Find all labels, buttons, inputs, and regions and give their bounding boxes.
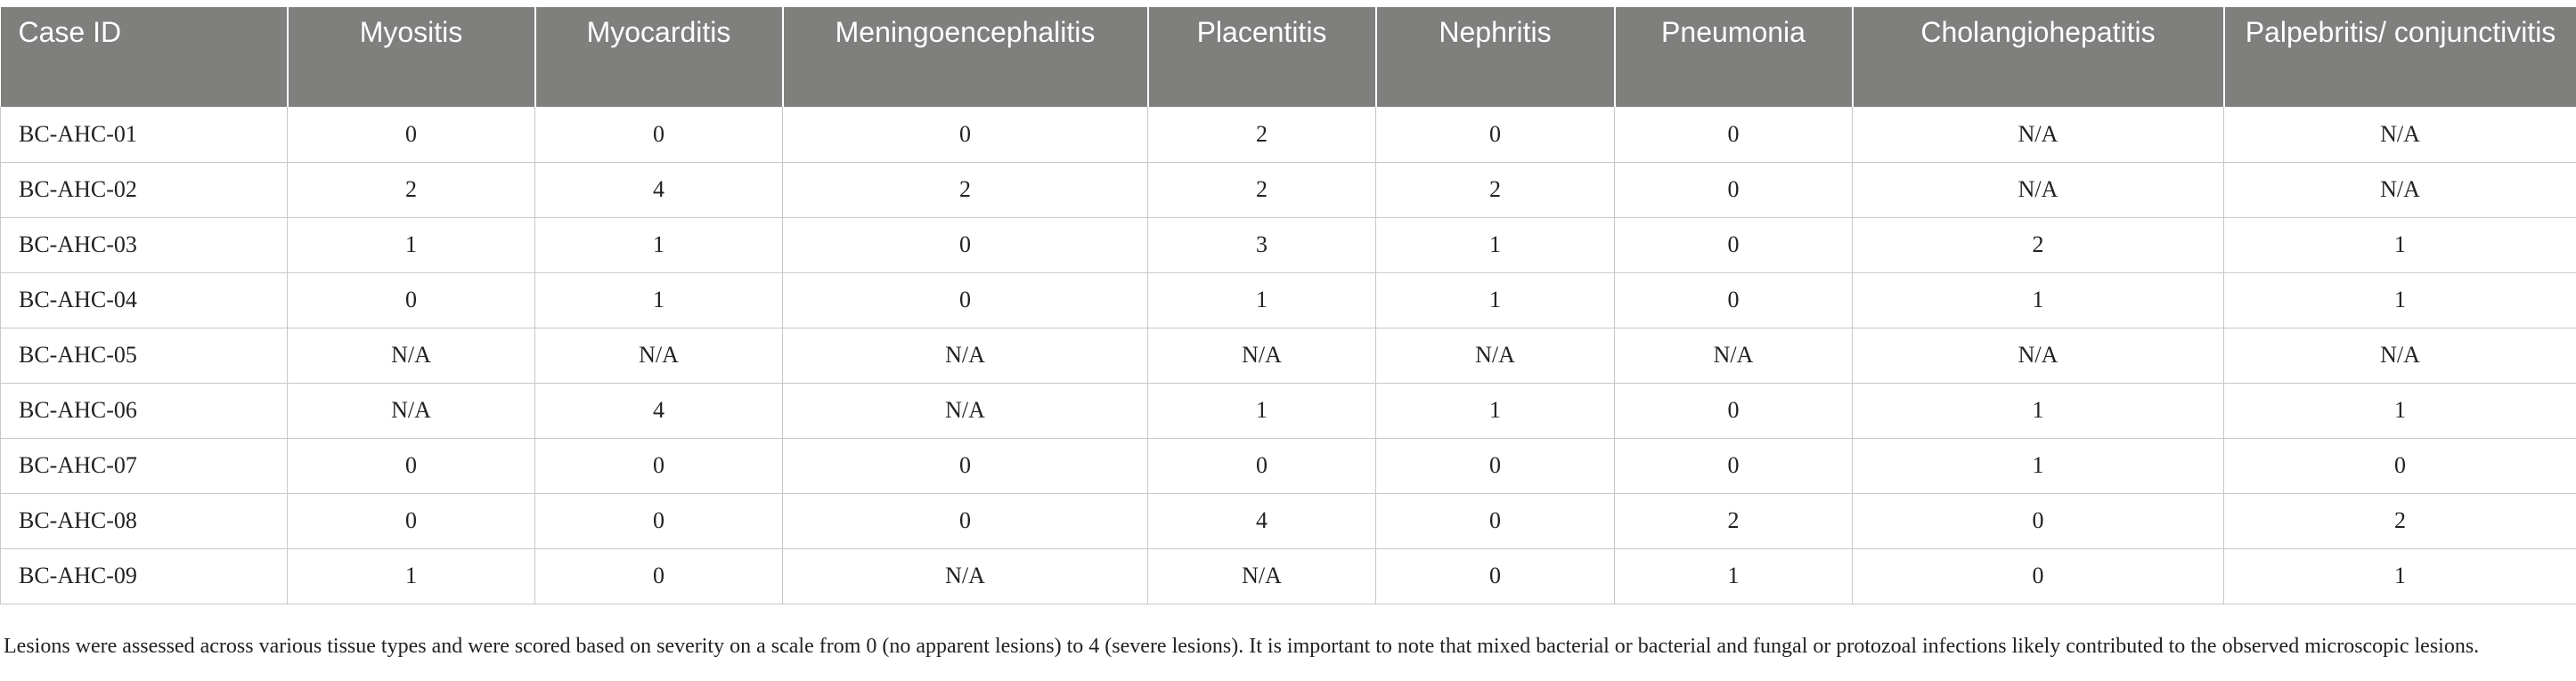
table-body bbox=[1, 107, 2576, 604]
score-cell: 0 bbox=[1376, 493, 1615, 548]
column-header-placentitis: Placentitis bbox=[1148, 7, 1376, 107]
score-cell: 2 bbox=[1615, 493, 1853, 548]
score-cell: 0 bbox=[288, 107, 535, 162]
case-id-cell: BC-AHC-07 bbox=[1, 438, 288, 493]
table-row bbox=[1, 493, 2576, 548]
case-id-cell: BC-AHC-08 bbox=[1, 493, 288, 548]
score-cell: 1 bbox=[1376, 383, 1615, 438]
score-cell: 2 bbox=[1853, 217, 2224, 272]
score-cell: 0 bbox=[783, 438, 1148, 493]
score-cell: 1 bbox=[2224, 272, 2576, 328]
case-id-cell: BC-AHC-02 bbox=[1, 162, 288, 217]
score-cell: 0 bbox=[535, 493, 783, 548]
table-row bbox=[1, 548, 2576, 604]
table-row bbox=[1, 272, 2576, 328]
column-header-nephritis: Nephritis bbox=[1376, 7, 1615, 107]
score-cell: N/A bbox=[783, 383, 1148, 438]
column-header-cholangiohepatitis: Cholangiohepatitis bbox=[1853, 7, 2224, 107]
score-cell: 0 bbox=[288, 272, 535, 328]
column-header-case-id: Case ID bbox=[1, 7, 288, 107]
table-row bbox=[1, 328, 2576, 383]
score-cell: 2 bbox=[1376, 162, 1615, 217]
score-cell: 0 bbox=[1615, 107, 1853, 162]
score-cell: 3 bbox=[1148, 217, 1376, 272]
score-cell: 1 bbox=[1376, 272, 1615, 328]
score-cell: 0 bbox=[1615, 217, 1853, 272]
score-cell: 1 bbox=[1853, 383, 2224, 438]
case-id-cell: BC-AHC-04 bbox=[1, 272, 288, 328]
score-cell: N/A bbox=[1148, 328, 1376, 383]
score-cell: 0 bbox=[783, 272, 1148, 328]
score-cell: 1 bbox=[535, 272, 783, 328]
score-cell: N/A bbox=[1615, 328, 1853, 383]
score-cell: N/A bbox=[1376, 328, 1615, 383]
score-cell: 0 bbox=[1615, 272, 1853, 328]
score-cell: 0 bbox=[2224, 438, 2576, 493]
score-cell: N/A bbox=[1853, 107, 2224, 162]
score-cell: 0 bbox=[783, 493, 1148, 548]
score-cell: N/A bbox=[1853, 162, 2224, 217]
score-cell: N/A bbox=[288, 383, 535, 438]
score-cell: 0 bbox=[1376, 438, 1615, 493]
score-cell: 1 bbox=[2224, 217, 2576, 272]
score-cell: 0 bbox=[535, 107, 783, 162]
score-cell: 4 bbox=[535, 383, 783, 438]
column-header-myocarditis: Myocarditis bbox=[535, 7, 783, 107]
score-cell: 1 bbox=[1376, 217, 1615, 272]
score-cell: 0 bbox=[783, 107, 1148, 162]
table-row bbox=[1, 107, 2576, 162]
column-header-pneumonia: Pneumonia bbox=[1615, 7, 1853, 107]
score-cell: 1 bbox=[1615, 548, 1853, 604]
score-cell: 2 bbox=[1148, 107, 1376, 162]
score-cell: 2 bbox=[288, 162, 535, 217]
header-row bbox=[1, 7, 2576, 107]
score-cell: 2 bbox=[783, 162, 1148, 217]
score-cell: N/A bbox=[1853, 328, 2224, 383]
table-row bbox=[1, 162, 2576, 217]
table-header bbox=[1, 7, 2576, 107]
table-row bbox=[1, 217, 2576, 272]
score-cell: 1 bbox=[2224, 383, 2576, 438]
score-cell: 4 bbox=[1148, 493, 1376, 548]
score-cell: 0 bbox=[1853, 548, 2224, 604]
score-cell: 1 bbox=[1853, 438, 2224, 493]
score-cell: 1 bbox=[288, 217, 535, 272]
score-cell: N/A bbox=[783, 548, 1148, 604]
score-cell: 0 bbox=[1853, 493, 2224, 548]
score-cell: 1 bbox=[288, 548, 535, 604]
score-cell: 2 bbox=[1148, 162, 1376, 217]
score-cell: 0 bbox=[1615, 162, 1853, 217]
score-cell: 0 bbox=[288, 438, 535, 493]
score-cell: 0 bbox=[288, 493, 535, 548]
score-cell: N/A bbox=[783, 328, 1148, 383]
score-cell: 0 bbox=[535, 438, 783, 493]
score-cell: 0 bbox=[1615, 438, 1853, 493]
score-cell: 0 bbox=[535, 548, 783, 604]
score-cell: 0 bbox=[1376, 107, 1615, 162]
case-id-cell: BC-AHC-09 bbox=[1, 548, 288, 604]
score-cell: 4 bbox=[535, 162, 783, 217]
score-cell: 0 bbox=[1615, 383, 1853, 438]
column-header-palpebritis-conjunctivitis: Palpebritis/ conjunctivitis bbox=[2224, 7, 2576, 107]
table-row bbox=[1, 383, 2576, 438]
score-cell: 1 bbox=[2224, 548, 2576, 604]
score-cell: N/A bbox=[1148, 548, 1376, 604]
table-footnote: Lesions were assessed across various tissue types and were scored based on severity on a scale from 0 (no apparent lesions) to 4 (severe lesions). It is important to note that mixed bacterial or bacterial and fungal or protozoal infections likely contributed to the observed microscopic lesions. bbox=[4, 635, 2480, 658]
table-row bbox=[1, 438, 2576, 493]
case-id-cell: BC-AHC-06 bbox=[1, 383, 288, 438]
score-cell: 0 bbox=[1148, 438, 1376, 493]
score-cell: 1 bbox=[1148, 272, 1376, 328]
score-cell: N/A bbox=[2224, 328, 2576, 383]
score-cell: N/A bbox=[535, 328, 783, 383]
score-cell: 0 bbox=[783, 217, 1148, 272]
case-id-cell: BC-AHC-05 bbox=[1, 328, 288, 383]
score-cell: 2 bbox=[2224, 493, 2576, 548]
score-cell: N/A bbox=[2224, 107, 2576, 162]
case-id-cell: BC-AHC-01 bbox=[1, 107, 288, 162]
column-header-myositis: Myositis bbox=[288, 7, 535, 107]
score-cell: 1 bbox=[1148, 383, 1376, 438]
column-header-meningoencephalitis: Meningoencephalitis bbox=[783, 7, 1148, 107]
score-cell: 1 bbox=[1853, 272, 2224, 328]
score-cell: 0 bbox=[1376, 548, 1615, 604]
lesion-score-table bbox=[0, 7, 2576, 604]
score-cell: 1 bbox=[535, 217, 783, 272]
score-cell: N/A bbox=[288, 328, 535, 383]
case-id-cell: BC-AHC-03 bbox=[1, 217, 288, 272]
score-cell: N/A bbox=[2224, 162, 2576, 217]
